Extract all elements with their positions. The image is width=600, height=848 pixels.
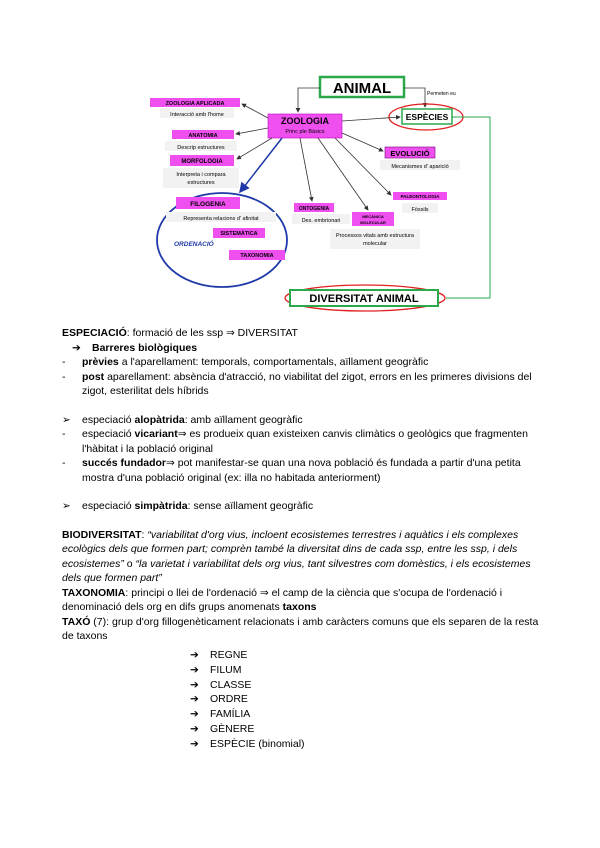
- mecanismes-label: Mecanismes d' aparició: [391, 164, 449, 170]
- especies-label: ESPÈCIES: [405, 112, 449, 122]
- rank-label: CLASSE: [210, 678, 252, 691]
- arrow-bullet-icon: ➔: [72, 341, 81, 354]
- taxonomia-text: : principi o llei de l'ordenació ⇒ el camp de la ciència que s'ocupa de l'ordenació i denominació dels org en difs grups anomenats: [62, 586, 503, 613]
- post-text: aparellament: absència d'atracció, no viabilitat del zigot, errors en les primeres divisions del zigot, esterilitat dels híbrids: [82, 370, 532, 397]
- processos-label-1: Processos vitals amb estructura: [336, 233, 414, 239]
- rank-item: [190, 707, 305, 722]
- arrow-bullet-icon: ➔: [190, 678, 199, 691]
- arrow-bullet-icon: ➔: [190, 708, 199, 721]
- biodiversitat-paragraph: [62, 528, 542, 586]
- vicariant-text: ⇒ es produeix quan existeixen canvis climàtics o geològics que fragmenten l'hàbitat i la població original: [82, 428, 528, 455]
- taxo-paragraph: [62, 615, 542, 644]
- biodiversitat-quote-2: “la varietat i variabilitat dels org vius, tant silvestres com domèstics, i els ecosistemes dels que formen part”: [62, 557, 531, 584]
- alopatrida-item: [62, 413, 542, 428]
- dash-bullet-icon: -: [62, 356, 66, 368]
- taxons-label: taxons: [282, 601, 317, 613]
- post-item: [62, 370, 542, 399]
- descrip-label: Descrip estructures: [177, 145, 225, 151]
- rank-label: ESPÈCIE (binomial): [210, 737, 305, 750]
- arrow-bullet-icon: ➔: [190, 663, 199, 676]
- sistematica-label: SISTEMÀTICA: [220, 231, 258, 237]
- rank-label: FAMÍLIA: [210, 708, 251, 721]
- especiacio-label: ESPECIACIÓ: [62, 327, 127, 339]
- rank-item: [190, 678, 305, 693]
- rank-item: [190, 663, 305, 678]
- taxonomic-ranks-list: [190, 648, 305, 752]
- des-embrionari-label: Des. embrionari: [301, 218, 341, 224]
- alopatrida-prefix: especiació: [82, 413, 135, 426]
- taxonomia-label: TAXONOMIA: [62, 586, 126, 599]
- vicariant-item: [62, 427, 542, 456]
- alopatrida-text: : amb aïllament geogràfic: [184, 413, 303, 426]
- especiacio-definition: : formació de les ssp ⇒ DIVERSITAT: [126, 327, 298, 339]
- zoology-concept-map: [0, 0, 600, 320]
- arrow-bullet-icon: ➔: [190, 649, 199, 661]
- ontogenia-label: ONTOGENIA: [298, 206, 330, 212]
- arrow-bullet-icon: ➔: [190, 737, 199, 750]
- simpatrida-item: [62, 499, 542, 514]
- simpatrida-prefix: especiació: [82, 500, 135, 512]
- evolucio-label: EVOLUCIÓ: [390, 149, 430, 158]
- rank-item: [190, 722, 305, 737]
- simpatrida-text: : sense aïllament geogràfic: [187, 500, 314, 512]
- molecular-label: MOLECULAR: [360, 220, 386, 225]
- triangle-arrow-icon: ➢: [62, 413, 71, 426]
- rank-label: GÈNERE: [210, 722, 255, 735]
- barreres-label: Barreres biològiques: [92, 341, 198, 354]
- biodiversitat-or: o: [123, 557, 136, 570]
- especiacio-section: [62, 326, 542, 644]
- previes-text: a l'aparellament: temporals, comportamentals, aïllament geogràfic: [118, 356, 429, 368]
- interaccio-label: Interacció amb l'home: [170, 112, 224, 118]
- processos-label-2: molecular: [363, 241, 387, 247]
- dash-bullet-icon: -: [62, 370, 66, 383]
- mecanica-label: MECÀNICA: [362, 214, 384, 219]
- dash-bullet-icon: -: [62, 428, 66, 440]
- previes-label: prèvies: [82, 356, 119, 368]
- dash-bullet-icon: -: [62, 457, 66, 469]
- zoologia-aplicada-label: ZOOLOGIA APLICADA: [165, 101, 225, 107]
- zoologia-title: ZOOLOGIA: [281, 116, 329, 126]
- biodiversitat-colon: :: [141, 528, 148, 541]
- vicariant-label: vicariant: [134, 428, 178, 440]
- alopatrida-label: alopàtrida: [134, 413, 185, 426]
- permeten-label: Permeten eu: [427, 91, 456, 97]
- taxo-label: TAXÓ: [62, 615, 91, 628]
- taxonomia-paragraph: [62, 586, 542, 615]
- rank-item: [190, 692, 305, 707]
- post-label: post: [82, 370, 105, 383]
- biodiversitat-label: BIODIVERSITAT: [62, 528, 142, 541]
- taxonomia-box-label: TAXONOMIA: [240, 253, 274, 259]
- morfologia-label: MORFOLOGIA: [181, 159, 223, 165]
- diversitat-label: DIVERSITAT ANIMAL: [309, 293, 419, 305]
- previes-item: [62, 355, 542, 370]
- barreres-item: [62, 341, 542, 356]
- triangle-arrow-icon: ➢: [62, 500, 71, 512]
- zoologia-subtitle: Princ ple Bàsics: [285, 129, 325, 135]
- arrow-bullet-icon: ➔: [190, 722, 199, 735]
- ordenacio-label: ORDENACIÓ: [174, 241, 214, 248]
- fundador-text: ⇒ pot manifestar-se quan una nova població és fundada a partir d'una petita mostra d'una població original (ex: illa no habitada anteriorment): [82, 457, 521, 484]
- representa-label: Representa relacions d' afinitat: [183, 216, 259, 222]
- rank-label: REGNE: [210, 649, 248, 661]
- interpreta-label-2: estructures: [187, 180, 215, 186]
- biodiversitat-quote-1: “variabilitat d'org vius, incloent ecosistemes terrestres i aquàtics i els complexes ecològics dels que formen part; comprèn també la diversitat dins de cada ssp, entre les ssp, i dels ecosistemes”: [62, 528, 519, 570]
- interpreta-label-1: Interpreta i compara: [176, 172, 226, 178]
- rank-item: [190, 737, 305, 752]
- taxo-text: (7): grup d'org fillogenèticament relacionats i amb caràcters comuns que els separen de la resta de taxons: [62, 615, 539, 642]
- anatomia-label: ANATOMIA: [188, 133, 218, 139]
- fossils-label: Fòssils: [411, 207, 429, 213]
- filogenia-label: FILOGENIA: [190, 201, 226, 208]
- rank-item: [190, 648, 305, 663]
- rank-label: ORDRE: [210, 693, 248, 706]
- especiacio-heading: [62, 326, 542, 341]
- arrow-bullet-icon: ➔: [190, 693, 199, 706]
- fundador-item: [62, 456, 542, 485]
- vicariant-prefix: especiació: [82, 428, 135, 440]
- fundador-label: succés fundador: [82, 457, 167, 469]
- animal-label: ANIMAL: [332, 80, 392, 97]
- simpatrida-label: simpàtrida: [134, 500, 188, 512]
- paleontologia-label: PALEONTOLOGIA: [400, 194, 440, 199]
- rank-label: FILUM: [210, 663, 242, 676]
